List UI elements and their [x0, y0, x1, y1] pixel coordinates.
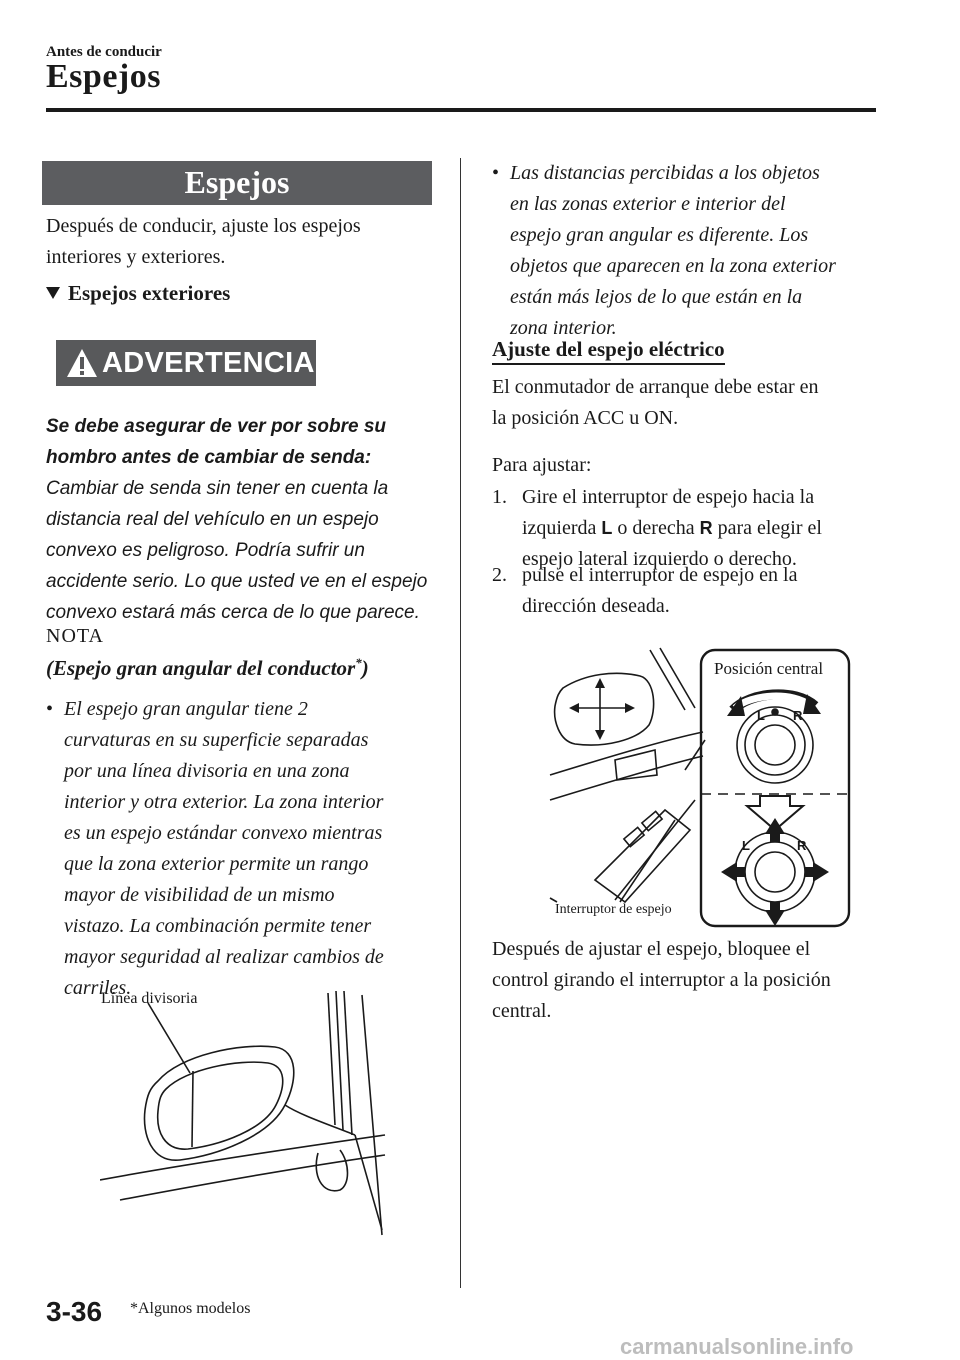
text: izquierda	[522, 517, 602, 539]
knob-r-label: R	[793, 708, 803, 723]
text: para elegir el	[712, 517, 822, 539]
line: control girando el interruptor a la posición	[492, 969, 831, 991]
line: objetos que aparecen en la zona exterior	[510, 255, 836, 277]
intro-paragraph: Después de conducir, ajuste los espejos interiores y exteriores.	[46, 215, 361, 268]
knob-l-label: L	[757, 708, 765, 723]
line	[522, 513, 822, 544]
line: espejo lateral izquierdo o derecho.	[522, 548, 797, 570]
line: vistazo. La combinación permite tener	[64, 915, 372, 937]
warning-banner	[56, 340, 316, 386]
line: es un espejo estándar convexo mientras	[64, 822, 383, 844]
line: central.	[492, 1000, 552, 1022]
line: espejo gran angular es diferente. Los	[510, 224, 809, 246]
mirror-switch-illustration	[545, 640, 855, 930]
warning-text	[46, 411, 446, 628]
footnote: *Algunos modelos	[130, 1300, 251, 1317]
step-number: 2.	[492, 564, 507, 586]
note-close-paren: )	[361, 656, 369, 680]
text: o derecha	[612, 517, 700, 539]
note-label: NOTA	[46, 625, 104, 647]
knob-l-label: L	[742, 838, 750, 853]
warning-label: ADVERTENCIA	[102, 347, 315, 379]
warning-line: distancia real del vehículo en un espejo	[46, 509, 379, 530]
bullet-text	[510, 158, 836, 344]
section-name: Antes de conducir	[46, 44, 162, 60]
bullet-dot: •	[492, 162, 500, 184]
figure-label-interruptor: Interruptor de espejo	[555, 902, 672, 917]
subheading-exteriores	[46, 281, 230, 306]
warning-bold-line: hombro antes de cambiar de senda:	[46, 447, 372, 468]
column-divider	[460, 158, 461, 1288]
ignition-paragraph	[492, 372, 882, 434]
note-subtitle-text: (Espejo gran angular del conductor	[46, 656, 356, 680]
after-paragraph	[492, 934, 882, 1027]
line: están más lejos de lo que están en la	[510, 286, 803, 308]
page-title: Espejos	[46, 58, 161, 95]
line: mayor seguridad al realizar cambios de	[64, 946, 384, 968]
para-ajustar: Para ajustar:	[492, 454, 592, 476]
warning-line: Cambiar de senda sin tener en cuenta la	[46, 478, 389, 499]
knob-r-label: R	[797, 838, 807, 853]
line: dirección deseada.	[522, 595, 670, 617]
line: El conmutador de arranque debe estar en	[492, 376, 819, 398]
line: que la zona exterior permite un rango	[64, 853, 369, 875]
asterisk: *	[355, 655, 362, 670]
r-symbol: R	[699, 518, 713, 538]
warning-line: convexo es peligroso. Podría sufrir un	[46, 540, 365, 561]
line: curvaturas en su superficie separadas	[64, 729, 369, 751]
line: zona interior.	[510, 317, 617, 339]
page-number: 3-36	[46, 1296, 103, 1327]
triangle-down-icon	[46, 287, 60, 299]
line: Las distancias percibidas a los objetos	[510, 162, 820, 184]
figure-label-posicion-central: Posición central	[714, 659, 824, 678]
warning-icon	[66, 348, 98, 378]
note-subtitle	[46, 655, 369, 681]
section-title-bar: Espejos	[42, 161, 432, 205]
figure-label-linea-divisoria: Línea divisoria	[101, 990, 198, 1007]
watermark: carmanualsonline.info	[620, 1334, 854, 1359]
side-mirror-illustration	[100, 985, 400, 1255]
line: pulse el interruptor de espejo en la	[522, 564, 798, 586]
section-heading-ajuste: Ajuste del espejo eléctrico	[492, 337, 725, 365]
line: en las zonas exterior e interior del	[510, 193, 786, 215]
line: interior y otra exterior. La zona interior	[64, 791, 384, 813]
warning-line: accidente serio. Lo que usted ve en el espejo	[46, 571, 428, 592]
bullet-text	[64, 694, 384, 1004]
line: la posición ACC u ON.	[492, 407, 679, 429]
line: carriles.	[64, 977, 132, 999]
line: Gire el interruptor de espejo hacia la	[522, 486, 815, 508]
warning-line: convexo estará más cerca de lo que parece.	[46, 602, 420, 623]
warning-bold-line: Se debe asegurar de ver por sobre su	[46, 416, 387, 437]
line: mayor de visibilidad de un mismo	[64, 884, 335, 906]
l-symbol: L	[601, 518, 613, 538]
line: El espejo gran angular tiene 2	[64, 698, 308, 720]
step-number: 1.	[492, 486, 507, 508]
subheading-text: Espejos exteriores	[68, 281, 231, 305]
bullet-dot: •	[46, 698, 54, 720]
line: por una línea divisoria en una zona	[64, 760, 350, 782]
header-rule	[46, 108, 876, 112]
step-text	[522, 560, 797, 622]
line: Después de ajustar el espejo, bloquee el	[492, 938, 811, 960]
